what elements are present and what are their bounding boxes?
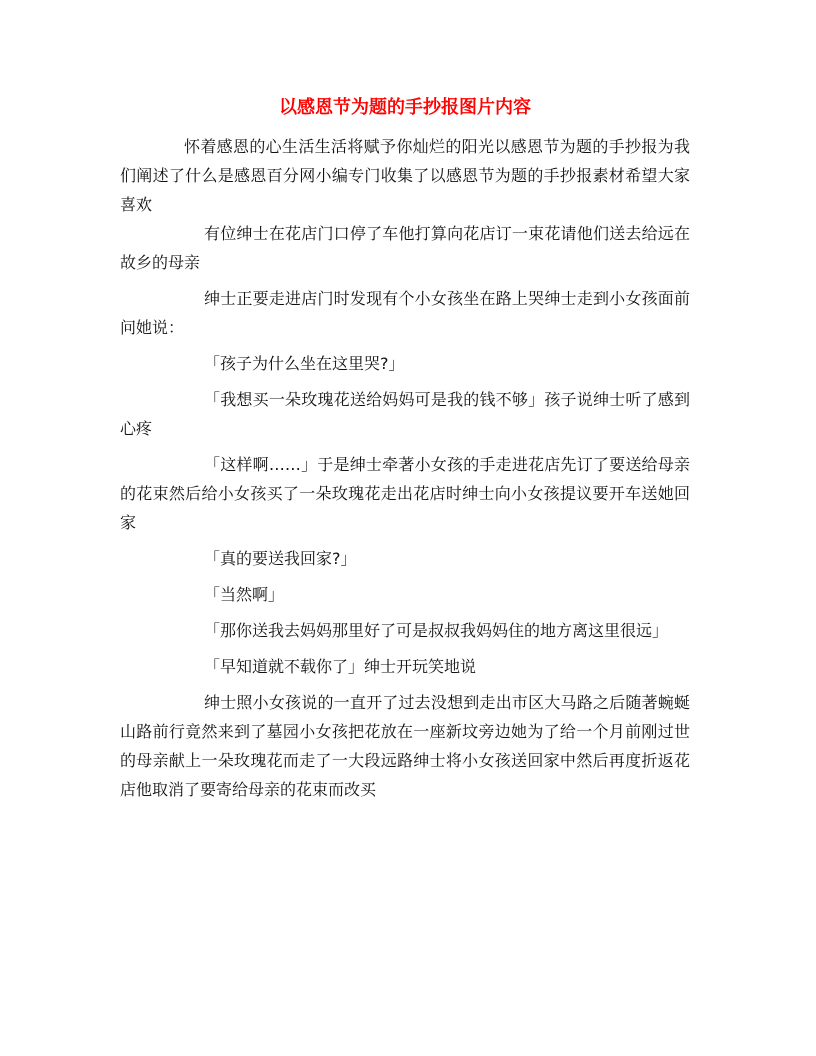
document-title: 以感恩节为题的手抄报图片内容 [279, 97, 531, 118]
paragraph: 「当然啊」 [204, 585, 285, 604]
paragraph: 「这样啊……」于是绅士牵著小女孩的手走进花店先订了要送给母亲的花束然后给小女孩买了一朵玫瑰花走出花店时绅士向小女孩提议要开车送她回家 [120, 455, 690, 532]
paragraph: 「那你送我去妈妈那里好了可是叔叔我妈妈住的地方离这里很远」 [204, 621, 669, 640]
paragraph: 「我想买一朵玫瑰花送给妈妈可是我的钱不够」孩子说绅士听了感到心疼 [120, 390, 690, 438]
paragraph: 怀着感恩的心生活生活将赋予你灿烂的阳光以感恩节为题的手抄报为我们阐述了什么是感恩百分网小编专门收集了以感恩节为题的手抄报素材希望大家喜欢 [120, 137, 690, 214]
paragraph: 「孩子为什么坐在这里哭?」 [204, 354, 405, 373]
paragraph: 有位绅士在花店门口停了车他打算向花店订一束花请他们送去给远在故乡的母亲 [120, 224, 690, 272]
document-body [120, 96, 690, 811]
paragraph: 「真的要送我回家?」 [204, 549, 357, 568]
paragraph: 「早知道就不载你了」绅士开玩笑地说 [204, 657, 477, 676]
paragraph: 绅士正要走进店门时发现有个小女孩坐在路上哭绅士走到小女孩面前问她说： [120, 289, 690, 337]
paragraph: 绅士照小女孩说的一直开了过去没想到走出市区大马路之后随著蜿蜒山路前行竟然来到了墓园小女孩把花放在一座新坟旁边她为了给一个月前刚过世的母亲献上一朵玫瑰花而走了一大段远路绅士将小女孩送回家中然后再度折返花店他取消了要寄给母亲的花束而改买 [120, 693, 690, 799]
